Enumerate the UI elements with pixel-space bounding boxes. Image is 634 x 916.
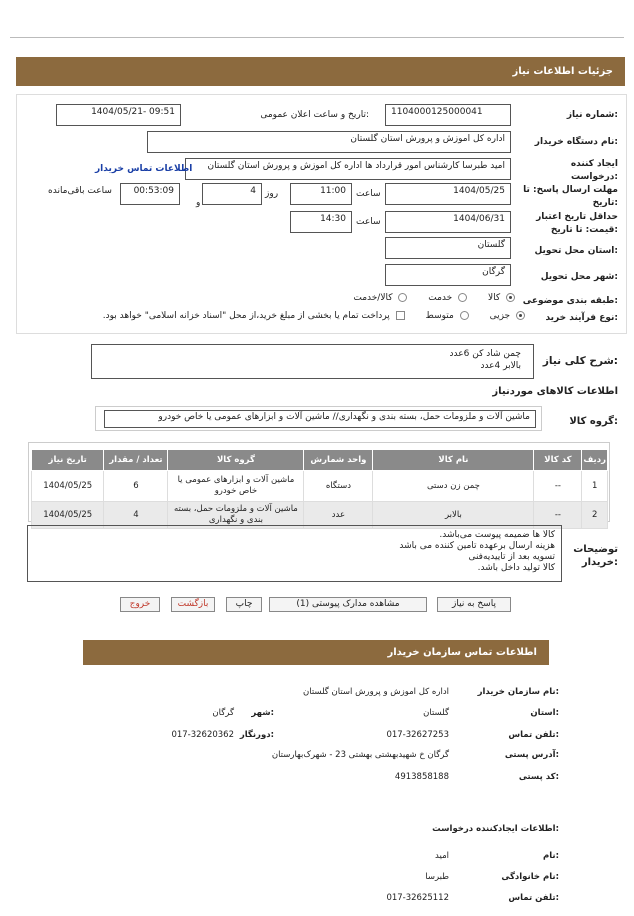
process-option-medium: متوسط	[425, 311, 454, 321]
deadline-date-field	[385, 183, 511, 205]
creator-family-value: طبرسا	[425, 872, 449, 882]
col-qty: تعداد / مقدار	[104, 450, 168, 471]
contact-city-value: گرگان	[212, 708, 234, 718]
col-unit: واحد شمارش	[304, 450, 373, 471]
col-row: ردیف	[582, 450, 608, 471]
notes-box	[27, 525, 562, 582]
contact-section-title: اطلاعات تماس سازمان خریدار	[387, 647, 537, 658]
need-number-field	[385, 104, 511, 126]
col-group: گروه کالا	[168, 450, 304, 471]
city-field	[385, 264, 511, 286]
treasury-checkbox[interactable]	[396, 311, 405, 320]
province-field	[385, 237, 511, 259]
need-number-value: 1104000125000041	[391, 107, 483, 117]
table-row	[32, 471, 608, 502]
process-radio-medium[interactable]	[460, 311, 469, 320]
validity-date-value: 1404/06/31	[453, 214, 505, 224]
cell-name: چمن زن دستی	[373, 471, 534, 502]
deadline-date-value: 1404/05/25	[453, 186, 505, 196]
and-label: و	[196, 198, 201, 208]
notes-line: تسویه بعد از تاییدیه‌فنی	[468, 552, 555, 562]
remaining-label: ساعت باقی‌مانده	[48, 186, 112, 196]
creator-name-value: امید	[435, 851, 449, 861]
deadline-time-label: ساعت	[356, 189, 381, 199]
validity-time-value: 14:30	[320, 214, 346, 224]
cell-code: --	[534, 502, 582, 529]
validity-time-label: ساعت	[356, 217, 381, 227]
category-label: طبقه بندی موضوعی:	[522, 296, 618, 306]
col-name: نام کالا	[373, 450, 534, 471]
top-divider	[10, 37, 624, 38]
creator-phone-label: تلفن تماس:	[508, 893, 559, 903]
creator-field	[185, 158, 511, 180]
deadline-label: مهلت ارسال پاسخ: تا تاریخ:	[523, 185, 618, 208]
page-title: جزئیات اطلاعات نیاز	[512, 66, 613, 77]
fax-value: 017-32620362	[171, 730, 234, 740]
col-date: تاریخ نیاز	[32, 450, 104, 471]
category-radio-both[interactable]	[398, 293, 407, 302]
buyer-label: نام دستگاه خریدار:	[534, 137, 618, 147]
cell-unit: دستگاه	[304, 471, 373, 502]
deadline-time-field	[290, 183, 352, 205]
announce-field	[56, 104, 181, 126]
address-label: آدرس پستی:	[504, 750, 559, 760]
goods-group-value: ماشین آلات و ملزومات حمل، بسته بندی و نگهداری// ماشین آلات و ابزارهای عمومی یا خاص خودرو	[158, 412, 530, 422]
contact-phone-label: تلفن تماس:	[508, 730, 559, 740]
notes-line: هزینه ارسال برعهده تامین کننده می باشد	[399, 541, 555, 551]
category-radio-service[interactable]	[458, 293, 467, 302]
province-label: استان محل تحویل:	[534, 246, 618, 256]
cell-qty: 4	[104, 502, 168, 529]
cell-unit: عدد	[304, 502, 373, 529]
cell-group: ماشین آلات و ابزارهای عمومی یا خاص خودرو	[168, 471, 304, 502]
description-line-2: بالابر 4عدد	[480, 361, 521, 371]
category-option-service: خدمت	[428, 293, 453, 303]
creator-value: امید طبرسا کارشناس امور قرارداد ها اداره کل اموزش و پرورش استان گلستان	[207, 161, 505, 171]
contact-city-label: شهر:	[251, 708, 274, 718]
cell-code: --	[534, 471, 582, 502]
postal-label: کد پستی:	[518, 772, 559, 782]
cell-row: 2	[582, 502, 608, 529]
announce-label: تاریخ و ساعت اعلان عمومی:	[260, 110, 369, 120]
buyer-value: اداره کل اموزش و پرورش استان گلستان	[350, 134, 505, 144]
category-option-goods: کالا	[487, 293, 501, 303]
cell-date: 1404/05/25	[32, 471, 104, 502]
days-label: روز	[265, 189, 279, 199]
goods-group-label: گروه کالا:	[569, 416, 618, 427]
creator-phone-value: 017-32625112	[386, 893, 449, 903]
contact-province-label: استان:	[530, 708, 559, 718]
contact-buyer-link[interactable]: اطلاعات تماس خریدار	[95, 164, 193, 174]
creator-label: ایجاد کننده درخواست:	[570, 159, 618, 182]
fax-label: دورنگار:	[239, 730, 274, 740]
creator-family-label: نام خانوادگی:	[501, 872, 559, 882]
creator-name-label: نام:	[542, 851, 559, 861]
city-value: گرگان	[482, 267, 505, 277]
attachments-button[interactable]: مشاهده مدارک پیوستی (1)	[269, 597, 427, 612]
need-number-label: شماره نیاز:	[566, 110, 618, 120]
buyer-field	[147, 131, 511, 153]
process-label: نوع فرآیند خرید:	[545, 313, 618, 323]
process-radio-partial[interactable]	[516, 311, 525, 320]
print-button[interactable]: چاپ	[226, 597, 262, 612]
cell-row: 1	[582, 471, 608, 502]
goods-group-field	[104, 410, 536, 428]
province-value: گلستان	[477, 240, 505, 250]
notes-line: کالا ها ضمیمه پیوست می‌باشد.	[439, 530, 555, 540]
back-button[interactable]: بازگشت	[171, 597, 215, 612]
goods-section-title: اطلاعات کالاهای موردنیاز	[492, 386, 618, 397]
org-value: اداره کل اموزش و پرورش استان گلستان	[302, 687, 449, 697]
process-radio-group	[60, 311, 525, 325]
description-label: شرح کلی نیاز:	[542, 355, 618, 367]
days-field	[202, 183, 262, 205]
col-code: کد کالا	[534, 450, 582, 471]
address-value: گرگان خ شهیدبهشتی بهشتی 23 - شهرک‌بهارستان	[271, 750, 449, 760]
contact-section-bar	[83, 640, 549, 665]
category-radio-goods[interactable]	[506, 293, 515, 302]
cell-name: بالابر	[373, 502, 534, 529]
validity-date-field	[385, 211, 511, 233]
creator-section-title: اطلاعات ایجادکننده درخواست:	[432, 824, 559, 834]
description-line-1: چمن شاد کن 6عدد	[449, 349, 521, 359]
validity-time-field	[290, 211, 352, 233]
notes-line: کالا تولید داخل باشد.	[477, 563, 555, 573]
description-box	[91, 344, 534, 379]
deadline-time-value: 11:00	[320, 186, 346, 196]
remaining-time-field	[120, 183, 180, 205]
cell-date: 1404/05/25	[32, 502, 104, 529]
exit-button[interactable]: خروج	[120, 597, 160, 612]
postal-value: 4913858188	[394, 772, 449, 782]
reply-button[interactable]: پاسخ به نیاز	[437, 597, 511, 612]
cell-group: ماشین آلات و ملزومات حمل، بسته بندی و نگهداری	[168, 502, 304, 529]
remaining-time-value: 00:53:09	[133, 186, 174, 196]
items-table	[31, 449, 608, 529]
contact-province-value: گلستان	[423, 708, 449, 718]
process-option-partial: جزیی	[489, 311, 511, 321]
days-value: 4	[250, 186, 256, 196]
notes-label: توضیحات خریدار:	[573, 544, 618, 568]
page-title-bar	[16, 57, 625, 86]
items-table-header	[32, 450, 608, 471]
category-radio-group	[335, 293, 515, 307]
org-label: نام سازمان خریدار:	[477, 687, 559, 697]
category-option-both: کالا/خدمت	[353, 293, 393, 303]
city-label: شهر محل تحویل:	[540, 272, 618, 282]
cell-qty: 6	[104, 471, 168, 502]
treasury-note: پرداخت تمام یا بخشی از مبلغ خرید،از محل "اسناد خزانه اسلامی" خواهد بود.	[102, 311, 390, 321]
contact-phone-value: 017-32627253	[386, 730, 449, 740]
validity-label: حداقل تاریخ اعتبار قیمت: تا تاریخ:	[536, 212, 618, 235]
announce-value: 1404/05/21- 09:51	[91, 107, 175, 117]
